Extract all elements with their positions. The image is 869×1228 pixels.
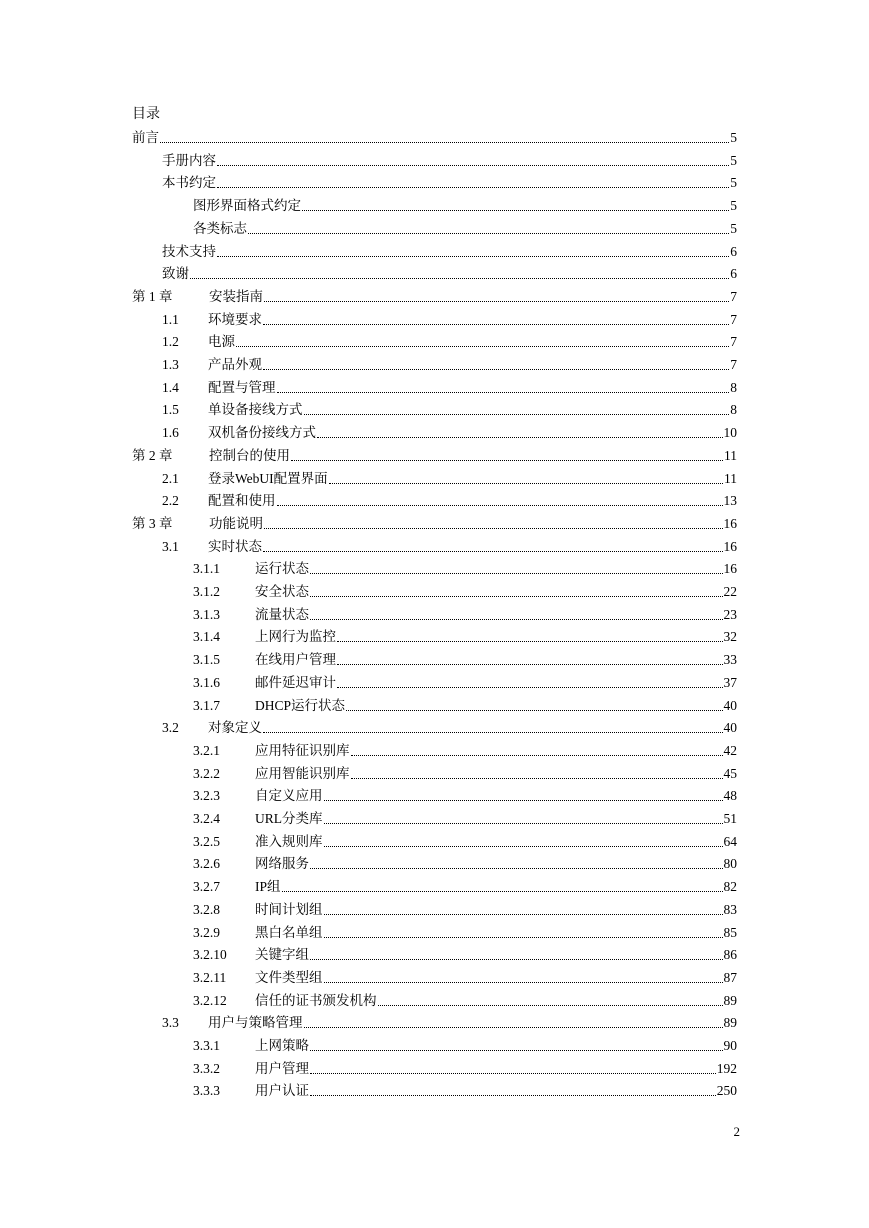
toc-entry-page: 10 [723,425,737,441]
toc-entry-number: 3.2.7 [193,879,220,895]
toc-entry-number: 3.3.3 [193,1083,220,1099]
toc-entry-page: 11 [724,470,737,486]
toc-entry-page: 64 [723,833,737,849]
toc-entry-number: 3.2.2 [193,765,220,781]
toc-entry-number: 第 2 章 [132,447,173,463]
dot-leader [329,482,723,484]
toc-entry-page: 40 [723,720,737,736]
dot-leader [263,550,723,552]
toc-entry-page: 42 [723,742,737,758]
toc-entry-label: 电源 [208,334,235,350]
dot-leader [217,186,729,188]
dot-leader [351,754,723,756]
toc-entry-label: 配置与管理 [208,379,276,395]
toc-entry-page: 7 [730,288,737,304]
toc-entry-number: 3.2.11 [193,969,227,985]
dot-leader [324,799,723,801]
toc-entry-number: 1.4 [162,379,179,395]
toc-entry-label: 自定义应用 [255,788,323,804]
toc-entry-page: 86 [723,947,737,963]
dot-leader [324,981,723,983]
toc-entry-page: 11 [724,447,737,463]
dot-leader [291,459,723,461]
toc-entry-page: 87 [723,969,737,985]
toc-entry-page: 40 [723,697,737,713]
toc-entry-page: 16 [723,515,737,531]
dot-leader [277,504,723,506]
toc-entry[interactable] [193,649,737,669]
toc-entry-label: 实时状态 [208,538,262,554]
toc-entry-number: 3.3 [162,1015,179,1031]
toc-entry[interactable] [162,172,737,192]
toc-entry-page: 45 [723,765,737,781]
toc-entry-page: 80 [723,856,737,872]
toc-entry-label: 安装指南 [209,288,263,304]
dot-leader [277,391,730,393]
toc-entry[interactable] [162,536,737,556]
toc-entry-label: 手册内容 [162,152,216,168]
toc-entry[interactable] [193,990,737,1010]
dot-leader [160,141,729,143]
toc-entry-page: 13 [723,493,737,509]
toc-entry-page: 7 [730,311,737,327]
toc-entry-page: 5 [730,152,737,168]
dot-leader [310,958,723,960]
toc-entry-page: 89 [723,992,737,1008]
toc-entry-page: 33 [723,652,737,668]
dot-leader [302,209,729,211]
toc-entry-page: 89 [723,1015,737,1031]
dot-leader [310,867,723,869]
dot-leader [324,913,723,915]
toc-entry[interactable] [193,581,737,601]
toc-entry[interactable] [193,604,737,624]
toc-entry[interactable] [162,377,737,397]
toc-entry[interactable] [193,626,737,646]
toc-entry[interactable] [162,354,737,374]
dot-leader [310,1072,716,1074]
dot-leader [337,640,723,642]
toc-entry[interactable] [162,150,737,170]
toc-entry-label: 登录WebUI配置界面 [208,470,328,486]
toc-entry-label: 前言 [132,130,159,145]
dot-leader [310,1094,716,1096]
toc-entry-number: 3.1.4 [193,629,220,645]
dot-leader [324,936,723,938]
dot-leader [324,845,723,847]
dot-leader [217,164,729,166]
toc-entry-label: 技术支持 [162,243,216,259]
toc-entry[interactable] [193,808,737,828]
toc-entry-number: 1.6 [162,425,179,441]
dot-leader [263,731,723,733]
toc-entry-number: 3.1.2 [193,584,220,599]
toc-entry-label: 信任的证书颁发机构 [255,992,377,1008]
toc-entry-number: 1.5 [162,402,179,418]
toc-entry-number: 1.1 [162,311,179,327]
toc-entry[interactable] [132,127,737,147]
toc-entry[interactable] [162,241,737,261]
toc-entry[interactable] [193,944,737,964]
toc-entry[interactable] [162,422,737,442]
toc-entry[interactable] [162,399,737,419]
toc-entry-label: URL分类库 [255,811,323,826]
toc-entry-number: 1.3 [162,357,179,372]
toc-entry-number: 3.2.5 [193,833,220,849]
dot-leader [236,345,729,347]
toc-entry-label: 邮件延迟审计 [255,674,336,690]
toc-entry-number: 1.2 [162,334,179,350]
toc-entry-number: 3.3.1 [193,1038,220,1053]
toc-entry-page: 8 [730,379,737,395]
toc-entry-page: 8 [730,402,737,418]
toc-entry-page: 51 [723,811,737,826]
toc-entry-number: 3.1 [162,538,179,554]
toc-entry[interactable] [132,513,737,533]
dot-leader [263,323,729,325]
toc-entry[interactable] [162,331,737,351]
toc-entry-number: 3.2.12 [193,992,227,1008]
toc-entry-label: 单设备接线方式 [208,402,303,418]
toc-entry-number: 2.2 [162,493,179,509]
toc-entry-label: 准入规则库 [255,833,323,849]
toc-entry-number: 3.2.8 [193,901,220,917]
toc-entry-page: 7 [730,334,737,350]
toc-entry-label: 黑白名单组 [255,924,323,940]
toc-entry-label: 安全状态 [255,584,309,599]
toc-entry-label: DHCP运行状态 [255,697,346,713]
dot-leader [264,300,729,302]
toc-entry-page: 5 [730,198,737,214]
dot-leader [310,572,723,574]
dot-leader [190,277,729,279]
toc-entry-label: IP组 [255,879,281,895]
toc-entry[interactable] [193,195,737,215]
toc-entry[interactable] [193,1058,737,1078]
dot-leader [310,1049,723,1051]
dot-leader [337,686,723,688]
toc-entry-number: 3.1.3 [193,606,220,622]
toc-entry-label: 网络服务 [255,856,309,872]
toc-entry-number: 3.2.9 [193,924,220,940]
toc-entry-label: 在线用户管理 [255,652,336,668]
page-number: 2 [733,1124,740,1139]
toc-entry-label: 控制台的使用 [209,447,290,463]
dot-leader [378,1004,723,1006]
toc-entry-page: 32 [723,629,737,645]
toc-entry-label: 用户管理 [255,1060,309,1076]
toc-entry[interactable] [193,695,737,715]
toc-entry-label: 应用智能识别库 [255,765,350,781]
toc-entry-number: 3.1.6 [193,674,220,690]
toc-entry-page: 82 [723,879,737,895]
toc-entry-page: 5 [730,175,737,191]
toc-entry-label: 图形界面格式约定 [193,198,301,214]
dot-leader [346,709,722,711]
dot-leader [351,777,723,779]
toc-entry-number: 3.2.3 [193,788,220,804]
toc-entry[interactable] [162,1012,737,1032]
toc-entry-label: 运行状态 [255,561,309,577]
toc-entry-number: 3.2.1 [193,742,220,758]
toc-entry-label: 用户与策略管理 [208,1015,303,1031]
dot-leader [248,232,729,234]
toc-entry-page: 5 [730,220,737,236]
toc-entry-label: 流量状态 [255,606,309,622]
toc-entry-page: 250 [716,1083,737,1099]
toc-entry-label: 关键字组 [255,947,309,963]
toc-entry-number: 第 3 章 [132,515,173,531]
dot-leader [324,822,723,824]
toc-entry-label: 上网行为监控 [255,629,336,645]
toc-entry[interactable] [193,740,737,760]
toc-entry-number: 第 1 章 [132,288,173,304]
toc-entry-number: 3.1.1 [193,561,220,577]
toc-entry[interactable] [193,967,737,987]
dot-leader [317,436,723,438]
toc-entry-page: 83 [723,901,737,917]
toc-entry[interactable] [193,1035,737,1055]
toc-entry-number: 3.1.5 [193,652,220,668]
toc-entry-page: 23 [723,606,737,622]
toc-entry-number: 3.2.6 [193,856,220,872]
toc-entry-number: 3.2 [162,720,179,736]
toc-entry-label: 时间计划组 [255,901,323,917]
toc-entry-label: 致谢 [162,266,189,282]
toc-entry-page: 16 [723,561,737,577]
toc-entry-label: 各类标志 [193,220,247,236]
toc-entry[interactable] [132,445,737,465]
toc-entry-number: 3.2.4 [193,811,220,826]
toc-entry[interactable] [162,263,737,283]
toc-entry-label: 上网策略 [255,1038,309,1053]
toc-entry-number: 3.2.10 [193,947,227,963]
toc-entry-number: 3.1.7 [193,697,220,713]
toc-entry-page: 192 [716,1060,737,1076]
dot-leader [263,368,729,370]
toc-entry-page: 22 [723,584,737,599]
toc-entry[interactable] [162,468,737,488]
dot-leader [304,413,730,415]
toc-title: 目录 [132,107,160,122]
toc-entry-page: 6 [730,243,737,259]
toc-entry[interactable] [193,763,737,783]
toc-entry[interactable] [193,876,737,896]
toc-entry[interactable] [193,218,737,238]
toc-entry[interactable] [193,922,737,942]
toc-entry[interactable] [162,490,737,510]
toc-entry-label: 对象定义 [208,720,262,736]
toc-entry[interactable] [132,286,737,306]
toc-entry[interactable] [193,558,737,578]
toc-entry-page: 16 [723,538,737,554]
dot-leader [217,255,729,257]
toc-entry[interactable] [193,672,737,692]
toc-entry-page: 7 [730,357,737,372]
dot-leader [310,618,723,620]
toc-entry-label: 环境要求 [208,311,262,327]
toc-entry-page: 48 [723,788,737,804]
toc-entry-label: 配置和使用 [208,493,276,509]
toc-entry[interactable] [162,309,737,329]
dot-leader [310,595,723,597]
toc-entry-page: 37 [723,674,737,690]
toc-entry[interactable] [193,899,737,919]
toc-entry-page: 5 [730,130,737,145]
dot-leader [282,890,723,892]
toc-entry[interactable] [193,785,737,805]
toc-entry-label: 文件类型组 [255,969,323,985]
toc-entry-label: 产品外观 [208,357,262,372]
dot-leader [337,663,723,665]
toc-entry-number: 3.3.2 [193,1060,220,1076]
toc-entry[interactable] [193,1080,737,1100]
toc-entry[interactable] [193,831,737,851]
toc-entry-label: 功能说明 [209,515,263,531]
toc-entry-label: 应用特征识别库 [255,742,350,758]
toc-entry[interactable] [193,853,737,873]
toc-entry-number: 2.1 [162,470,179,486]
toc-entry-page: 90 [723,1038,737,1053]
dot-leader [304,1026,723,1028]
toc-entry-page: 6 [730,266,737,282]
toc-entry-page: 85 [723,924,737,940]
toc-entry-label: 双机备份接线方式 [208,425,316,441]
toc-entry[interactable] [162,717,737,737]
dot-leader [264,527,723,529]
toc-entry-label: 本书约定 [162,175,216,191]
toc-entry-label: 用户认证 [255,1083,309,1099]
